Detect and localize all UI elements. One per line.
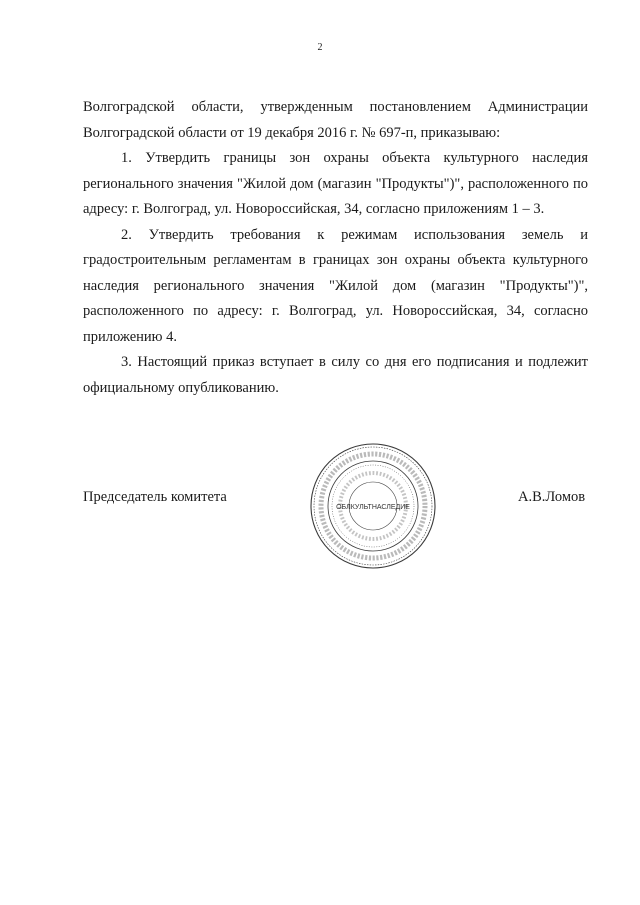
page-number: 2 — [317, 42, 323, 53]
signer-position: Председатель комитета — [83, 489, 227, 505]
paragraph-item-2: 2. Утвердить требования к режимам использования земель и градостроительным регламентам в границах зон охраны объекта культурного наследия регионального значения "Жилой дом (магазин "Продукты")", расположенного по адресу: г. Волгоград, ул. Новороссийская, 34, согласно приложению 4. — [83, 226, 588, 345]
seal-center-text: ОБЛКУЛЬТНАСЛЕДИЕ — [336, 504, 410, 511]
official-seal-stamp — [308, 441, 438, 571]
signer-name: А.В.Ломов — [518, 489, 586, 505]
paragraph-item-3: 3. Настоящий приказ вступает в силу со дня его подписания и подлежит официальному опубликованию. — [83, 354, 588, 396]
document-body — [83, 95, 588, 401]
paragraph-item-1: 1. Утвердить границы зон охраны объекта культурного наследия регионального значения "Жилой дом (магазин "Продукты")", расположенного по адресу: г. Волгоград, ул. Новороссийская, 34, согласно приложениям 1 – 3. — [83, 150, 588, 217]
paragraph-intro: Волгоградской области, утвержденным постановлением Администрации Волгоградской области от 19 декабря 2016 г. № 697-п, приказываю: — [83, 99, 588, 141]
